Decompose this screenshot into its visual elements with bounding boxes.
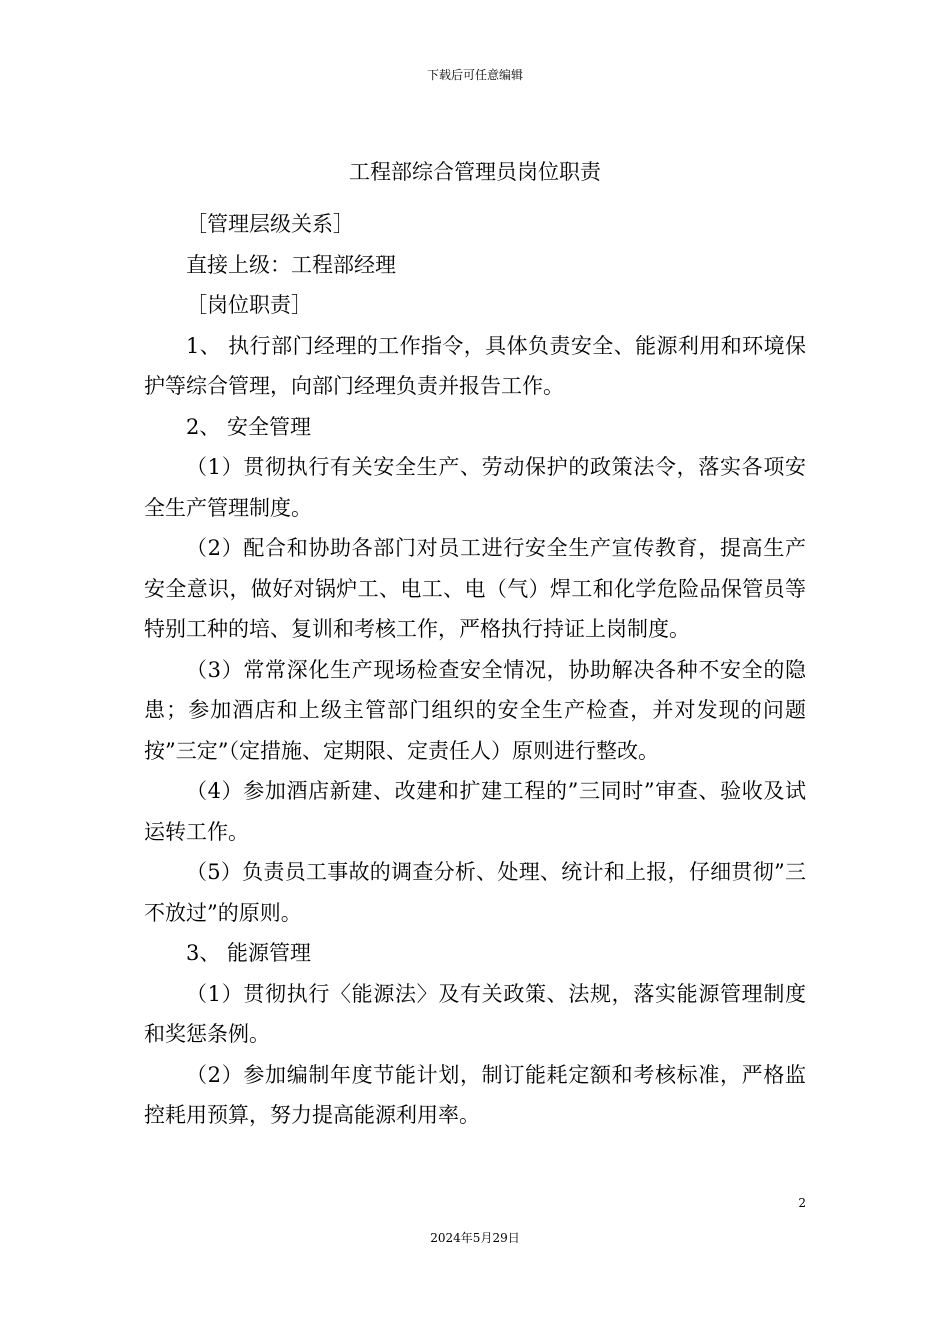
energy-item-1: （1）贯彻执行〈能源法〉及有关政策、法规，落实能源管理制度和奖惩条例。 [144, 981, 806, 1046]
duty-heading-energy: 3、 能源管理 [186, 941, 312, 965]
header-note: 下载后可任意编辑 [426, 68, 523, 82]
safety-item-5: （5）负责员工事故的调查分析、处理、统计和上报，仔细贯彻”三不放过”的原则。 [144, 860, 806, 925]
document-body [144, 204, 806, 1136]
direct-supervisor-line: 直接上级：工程部经理 [186, 252, 396, 277]
section-heading-duties: ［岗位职责］ [186, 293, 312, 317]
safety-item-2: （2）配合和协助各部门对员工进行安全生产宣传教育，提高生产安全意识，做好对锅炉工、电工、电（气）焊工和化学危险品保管员等特别工种的培、复训和考核工作，严格执行持证上岗制度。 [144, 536, 806, 641]
section-heading-hierarchy: ［管理层级关系］ [186, 212, 354, 236]
duty-item-1: 1、 执行部门经理的工作指令，具体负责安全、能源利用和环境保护等综合管理，向部门经理负责并报告工作。 [144, 333, 806, 398]
safety-item-1: （1）贯彻执行有关安全生产、劳动保护的政策法令，落实各项安全生产管理制度。 [144, 455, 806, 520]
duty-heading-safety: 2、 安全管理 [186, 414, 312, 439]
energy-item-2: （2）参加编制年度节能计划，制订能耗定额和考核标准，严格监控耗用预算，努力提高能源利用率。 [144, 1062, 806, 1127]
safety-item-3: （3）常常深化生产现场检查安全情况，协助解决各种不安全的隐患；参加酒店和上级主管部门组织的安全生产检查，并对发现的问题按”三定”（定措施、定期限、定责任人）原则进行整改。 [144, 657, 806, 763]
document-title: 工程部综合管理员岗位职责 [349, 160, 601, 184]
page-number: 2 [798, 1196, 806, 1210]
footer-date: 2024年5月29日 [430, 1231, 520, 1245]
safety-item-4: （4）参加酒店新建、改建和扩建工程的”三同时”审查、验收及试运转工作。 [144, 779, 806, 844]
